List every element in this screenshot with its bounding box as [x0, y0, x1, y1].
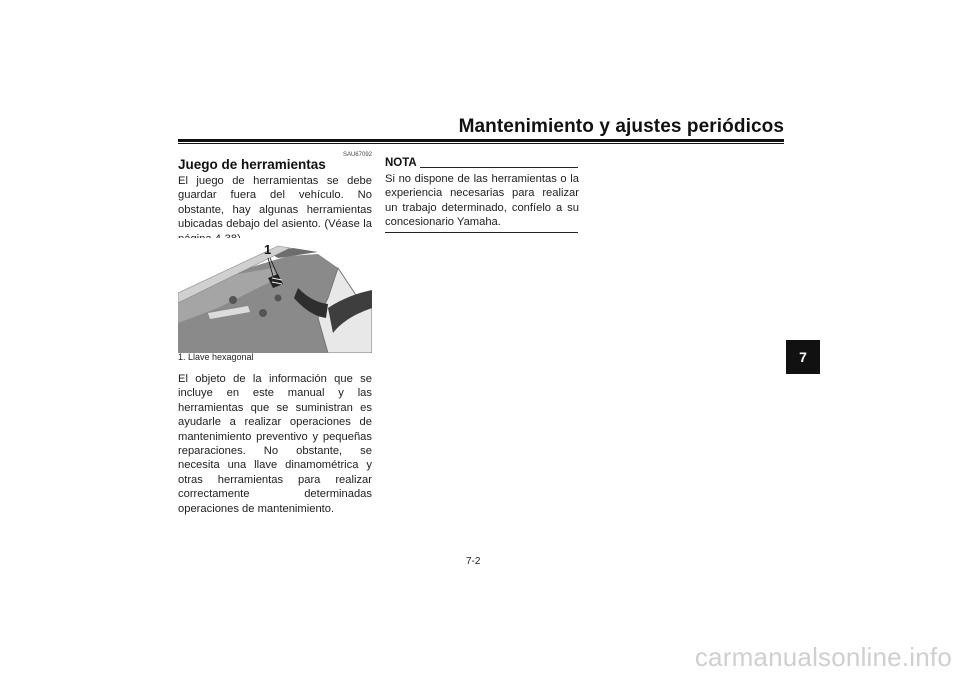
note-text: Si no dispone de las herramientas o la experiencia necesarias para realizar un trabajo determinado, confíelo a su concesionario Yamaha.: [385, 173, 579, 229]
chapter-tab: 7: [786, 340, 820, 374]
header-rule-thin: [178, 143, 784, 144]
note-rule-bottom: [385, 232, 578, 233]
motorcycle-seat-area-illustration: [178, 238, 372, 353]
section-title: Juego de herramientas: [178, 157, 326, 172]
tool-kit-figure: [178, 238, 372, 353]
page-number: 7-2: [466, 556, 481, 567]
page-header-title: Mantenimiento y ajustes periódicos: [458, 116, 784, 137]
figure-callout-number: 1: [264, 242, 272, 257]
note-rule-top: [420, 167, 578, 168]
intro-paragraph: El juego de herramientas se debe guardar fuera del vehículo. No obstante, hay algunas herramientas ubicadas debajo del asiento. (Véase la: [178, 175, 372, 231]
figure-caption: 1. Llave hexagonal: [178, 352, 254, 362]
section-code: SAU67092: [342, 152, 372, 158]
note-label: NOTA: [385, 157, 417, 169]
header-rule: [178, 139, 784, 142]
body-paragraph: El objeto de la información que se incluye en este manual y las herramientas que se suministran es ayudarle a realizar operaciones de mantenimiento preventivo y pequeñas reparaciones. No obstante, se necesita una llave dinamométrica y otras herramientas para realizar correctamente determinadas operaciones de mantenimiento.: [178, 373, 372, 515]
watermark: carmanualsonline.info: [694, 642, 952, 672]
